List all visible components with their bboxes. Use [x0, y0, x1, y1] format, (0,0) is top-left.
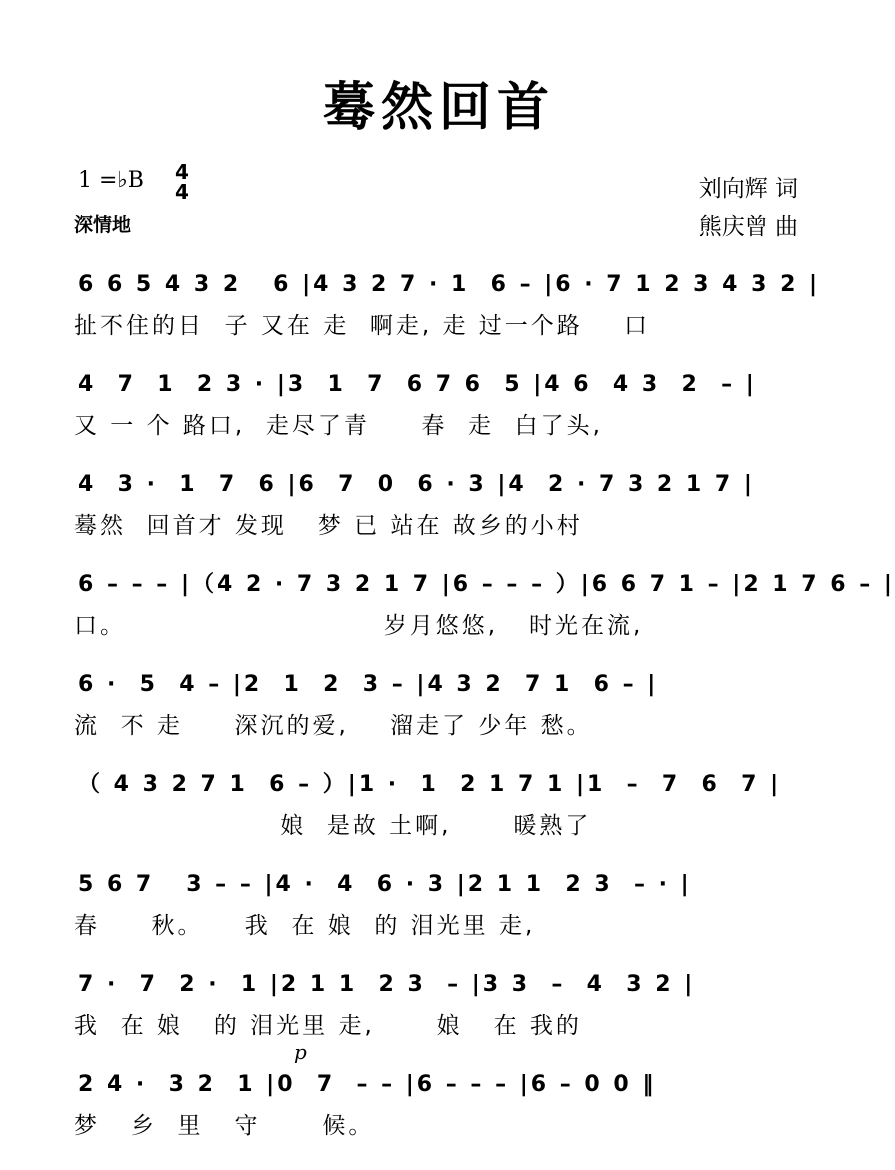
notation-line: 6 – – – |（4 2 · 7 3 2 1 7 |6 – – – ）|6 6 7 1 – |2 1 7 6 – |	[78, 572, 895, 597]
lyrics-line: 口。 岁月悠悠, 时光在流,	[74, 613, 644, 639]
song-title: 蓦然回首	[322, 77, 555, 138]
notation-line: 7 · 7 2 · 1 |2 1 1 2 3 – |3 3 – 4 3 2 |	[78, 972, 696, 997]
notation-line: （ 4 3 2 7 1 6 – ）|1 · 1 2 1 7 1 |1 – 7 6 7 |	[78, 772, 782, 797]
notation-line: 5 6 7 3 – – |4 · 4 6 · 3 |2 1 1 2 3 – · |	[78, 872, 692, 897]
lyrics-line: 蓦然 回首才 发现 梦 已 站在 故乡的小村	[74, 513, 583, 539]
lyrics-line: 梦 乡 里 守 候。	[74, 1113, 375, 1139]
composer-credit: 熊庆曾 曲	[698, 214, 798, 240]
notation-line: 4 3 · 1 7 6 |6 7 0 6 · 3 |4 2 · 7 3 2 1 7 |	[78, 472, 755, 497]
lyrics-line: 又 一 个 路口, 走尽了青 春 走 白了头,	[74, 413, 603, 439]
dynamic-piano-mark: p	[294, 1040, 307, 1064]
time-signature-bottom: 4	[175, 180, 189, 204]
time-signature	[174, 162, 190, 202]
lyrics-line: 娘 是故 土啊, 暖熟了	[74, 813, 592, 839]
time-signature-top: 4	[175, 160, 189, 184]
lyrics-line: 扯不住的日 子 又在 走 啊走, 走 过一个路 口	[74, 313, 651, 339]
notation-line: 4 7 1 2 3 · |3 1 7 6 7 6 5 |4 6 4 3 2 – |	[78, 372, 757, 397]
lyrics-line: 我 在 娘 的 泪光里 走, 娘 在 我的	[74, 1013, 582, 1039]
key-signature: 1 =♭B	[78, 168, 144, 193]
lyrics-line: 春 秋。 我 在 娘 的 泪光里 走,	[74, 913, 536, 939]
lyrics-line: 流 不 走 深沉的爱, 溜走了 少年 愁。	[74, 713, 593, 739]
lyricist-credit: 刘向辉 词	[698, 176, 798, 202]
notation-line: 6 6 5 4 3 2 6 |4 3 2 7 · 1 6 – |6 · 7 1 2 3 4 3 2 |	[78, 272, 821, 297]
notation-line: 6 · 5 4 – |2 1 2 3 – |4 3 2 7 1 6 – |	[78, 672, 659, 697]
tempo-marking: 深情地	[74, 214, 132, 236]
notation-line: 2 4 · 3 2 1 |0 7 – – |6 – – – |6 – 0 0 ‖	[78, 1072, 657, 1097]
